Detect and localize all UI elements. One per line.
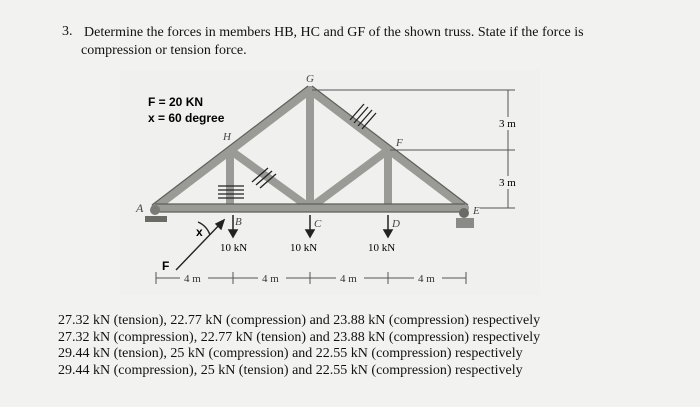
question-number: 3. xyxy=(62,24,73,39)
node-label-A: A xyxy=(136,201,144,215)
load-label-B: 10 kN xyxy=(220,242,248,254)
answer-options xyxy=(58,313,540,379)
node-label-E: E xyxy=(473,205,480,217)
answer-option[interactable]: 29.44 kN (tension), 25 kN (compression) and 22.55 kN (compression) respectively xyxy=(58,346,523,361)
span-label-3: 4 m xyxy=(340,273,357,285)
span-label-2: 4 m xyxy=(262,273,279,285)
question-text xyxy=(81,24,684,60)
node-label-C: C xyxy=(314,218,322,230)
answer-option[interactable]: 27.32 kN (tension), 22.77 kN (compression) and 23.88 kN (compression) respectively xyxy=(58,313,541,328)
answer-option[interactable]: 29.44 kN (compression), 25 kN (tension) and 22.55 kN (compression) respectively xyxy=(58,362,523,378)
node-label-G: G xyxy=(306,73,314,85)
load-label-C: 10 kN xyxy=(290,242,318,254)
load-label-D: 10 kN xyxy=(368,242,396,254)
span-label-4: 4 m xyxy=(418,273,435,285)
question-line-1: Determine the forces in members HB, HC and GF of the shown truss. State if the force is xyxy=(84,25,584,40)
height-label-1: 3 m xyxy=(499,118,516,130)
answer-option[interactable]: 27.32 kN (compression), 22.77 kN (tension) and 23.88 kN (compression) respectively xyxy=(58,329,541,345)
given-angle: x = 60 degree xyxy=(148,111,225,125)
given-force: F = 20 KN xyxy=(148,95,204,109)
height-label-2: 3 m xyxy=(499,177,516,189)
node-label-B: B xyxy=(235,216,242,228)
node-label-D: D xyxy=(392,218,400,230)
question-line-2: compression or tension force. xyxy=(81,43,247,58)
truss-figure xyxy=(120,70,540,295)
node-label-H: H xyxy=(223,131,231,143)
span-label-1: 4 m xyxy=(184,273,201,285)
angle-label: x xyxy=(196,225,203,239)
force-label: F xyxy=(162,259,170,273)
node-label-F: F xyxy=(396,137,403,149)
